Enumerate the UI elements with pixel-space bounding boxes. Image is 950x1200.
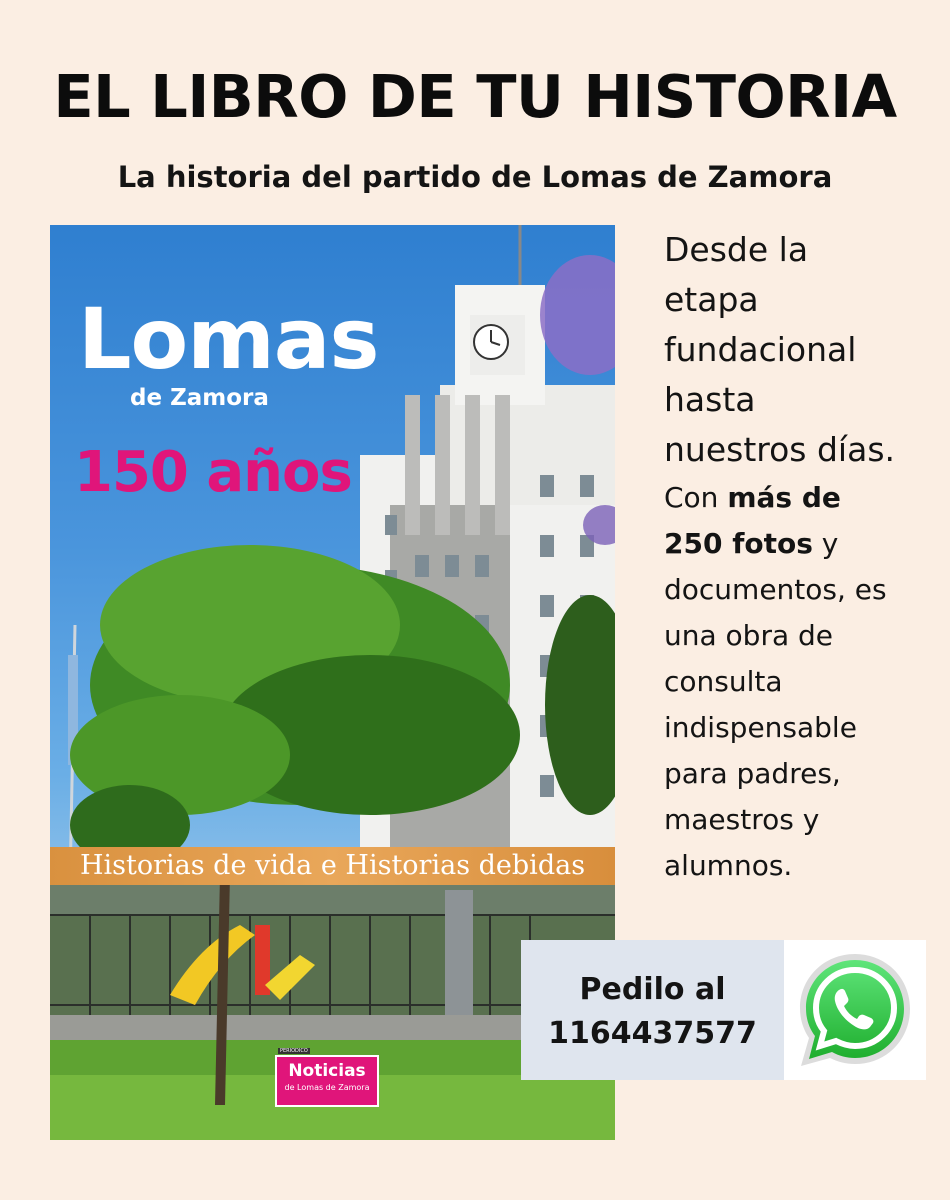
- blurb-line: alumnos.: [664, 849, 793, 882]
- blurb-highlight: 250 fotos: [664, 527, 813, 560]
- blurb-line: documentos, es: [664, 573, 887, 606]
- blurb-line: Desde la: [664, 230, 809, 269]
- whatsapp-icon: [784, 940, 926, 1080]
- blurb-line: consulta: [664, 665, 783, 698]
- publisher-logo: [275, 1055, 379, 1107]
- order-box: [521, 940, 784, 1080]
- order-label: Pedilo al: [579, 972, 726, 1007]
- cover-band-text: Historias de vida e Historias debidas: [79, 850, 586, 881]
- page-subtitle: La historia del partido de Lomas de Zamora: [117, 160, 833, 194]
- cover-title-sub: de Zamora: [130, 385, 269, 411]
- blurb-line: fundacional: [664, 330, 857, 369]
- cover-title: Lomas: [78, 290, 379, 388]
- publisher-name: Noticias: [288, 1061, 366, 1081]
- publisher-tag: PERIODICO: [280, 1048, 308, 1054]
- whatsapp-button[interactable]: [784, 940, 926, 1080]
- cover-anniversary: 150 años: [74, 440, 352, 505]
- order-phone[interactable]: 1164437577: [548, 1016, 757, 1051]
- blurb-line: nuestros días.: [664, 430, 895, 469]
- publisher-sub: de Lomas de Zamora: [284, 1083, 370, 1092]
- blurb-highlight: más de: [727, 481, 841, 514]
- blurb-line: una obra de: [664, 619, 834, 652]
- blurb-line: para padres,: [664, 757, 841, 790]
- page-title: EL LIBRO DE TU HISTORIA: [53, 62, 897, 131]
- book-description: [664, 225, 924, 889]
- blurb-line: hasta: [664, 380, 756, 419]
- blurb-text: Con: [664, 481, 728, 514]
- blurb-text: y: [812, 527, 839, 560]
- blurb-line: indispensable: [664, 711, 857, 744]
- cover-band: [50, 847, 615, 885]
- blurb-paragraph: [664, 475, 924, 889]
- blurb-line: etapa: [664, 280, 759, 319]
- order-text: [521, 968, 784, 1056]
- blurb-line: maestros y: [664, 803, 820, 836]
